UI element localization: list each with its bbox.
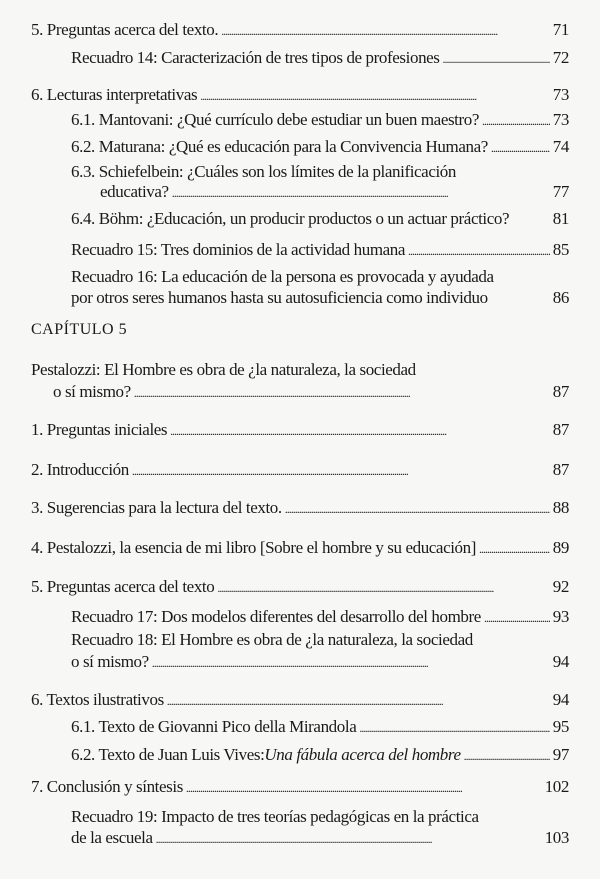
toc-entry <box>31 420 569 440</box>
dot-leader <box>172 182 550 202</box>
toc-entry <box>71 110 569 130</box>
entry-title: 4. Pestalozzi, la esencia de mi libro [Sobre el hombre y su educación] <box>31 538 477 557</box>
page-number: 89 <box>552 538 569 557</box>
entry-title: Recuadro 15: Tres dominios de la actividad humana <box>71 240 406 259</box>
entry-title: Recuadro 17: Dos modelos diferentes del desarrollo del hombre <box>71 607 481 626</box>
entry-title: 5. Preguntas acerca del texto <box>31 577 215 596</box>
dot-leader <box>491 137 550 157</box>
toc-entry-line2 <box>71 652 569 672</box>
dot-leader <box>479 538 550 558</box>
page-number: 85 <box>552 240 569 259</box>
toc-entry-line2 <box>53 382 569 402</box>
page-number: 77 <box>552 182 569 201</box>
entry-title: 6.4. Böhm: ¿Educación, un producir productos o un actuar práctico? <box>71 209 510 228</box>
entry-title: 1. Preguntas iniciales <box>31 420 168 439</box>
toc-entry <box>31 20 569 40</box>
toc-entry <box>31 538 569 558</box>
toc-entry-line1 <box>71 162 569 182</box>
dot-leader <box>359 717 549 737</box>
entry-title: 6.1. Texto de Giovanni Pico della Mirandola <box>71 717 357 736</box>
entry-title: 6. Textos ilustrativos <box>31 690 164 709</box>
entry-title-cont: por otros seres humanos hasta su autosuficiencia como individuo <box>71 288 488 307</box>
page-number: 87 <box>552 460 569 479</box>
entry-title-cont: educativa? <box>100 182 169 201</box>
toc-entry-line2 <box>71 828 569 848</box>
dot-leader <box>134 382 550 402</box>
toc-entry-line2 <box>71 288 569 308</box>
page-number: 87 <box>552 382 569 401</box>
dot-leader <box>156 828 542 848</box>
page-number: 94 <box>552 690 569 709</box>
entry-title: 5. Preguntas acerca del texto. <box>31 20 219 39</box>
dot-leader <box>408 240 550 260</box>
page-number: 73 <box>552 110 569 129</box>
entry-title: 2. Introducción <box>31 460 129 479</box>
dot-leader <box>186 777 542 797</box>
entry-title: 3. Sugerencias para la lectura del texto. <box>31 498 282 517</box>
entry-title: 6.2. Texto de Juan Luis Vives: <box>71 745 265 764</box>
toc-entry <box>71 48 569 68</box>
page-number: 87 <box>552 420 569 439</box>
dot-leader <box>152 652 550 672</box>
toc-entry <box>71 209 569 229</box>
entry-title: Recuadro 14: Caracterización de tres tipos de profesiones <box>71 48 440 67</box>
toc-entry <box>71 717 569 737</box>
toc-entry-line1 <box>71 807 569 827</box>
dot-leader <box>200 85 550 105</box>
entry-title-cont: de la escuela <box>71 828 153 847</box>
page-number: 97 <box>552 745 569 764</box>
page-number: 102 <box>544 777 569 796</box>
toc-entry <box>71 137 569 157</box>
page-number: 74 <box>552 137 569 156</box>
page-number: 92 <box>552 577 569 596</box>
dot-leader <box>167 690 550 710</box>
entry-title: 6.1. Mantovani: ¿Qué currículo debe estudiar un buen maestro? <box>71 110 480 129</box>
dot-leader <box>132 460 550 480</box>
toc-entry <box>31 690 569 710</box>
dot-leader <box>221 20 550 40</box>
toc-entry <box>31 85 569 105</box>
toc-entry <box>71 745 569 765</box>
dot-leader <box>170 420 550 440</box>
dot-leader <box>285 498 550 518</box>
dot-leader <box>484 607 550 627</box>
page-number: 72 <box>552 48 569 67</box>
toc-entry-line2 <box>100 182 569 202</box>
toc-entry-line1 <box>71 630 569 650</box>
dot-leader <box>482 110 550 130</box>
page-number: 71 <box>552 20 569 39</box>
entry-title-italic: Una fábula acerca del hombre <box>264 745 461 764</box>
entry-title: Recuadro 18: El Hombre es obra de ¿la naturaleza, la sociedad <box>71 630 473 649</box>
toc-entry <box>71 607 569 627</box>
toc-entry <box>31 498 569 518</box>
entry-title: Recuadro 19: Impacto de tres teorías pedagógicas en la práctica <box>71 807 479 826</box>
page-number: 73 <box>552 85 569 104</box>
toc-entry <box>31 577 569 597</box>
entry-title-cont: o sí mismo? <box>71 652 149 671</box>
entry-title: 6. Lecturas interpretativas <box>31 85 198 104</box>
entry-title: Pestalozzi: El Hombre es obra de ¿la naturaleza, la sociedad <box>31 360 416 379</box>
toc-entry-line1 <box>31 360 569 380</box>
entry-title: 6.3. Schiefelbein: ¿Cuáles son los límites de la planificación <box>71 162 456 181</box>
dot-leader <box>464 745 550 765</box>
page-number: 81 <box>552 209 569 228</box>
dot-leader <box>217 577 549 597</box>
entry-title-cont: o sí mismo? <box>53 382 131 401</box>
entry-title: 7. Conclusión y síntesis <box>31 777 183 796</box>
entry-title: Recuadro 16: La educación de la persona es provocada y ayudada <box>71 267 494 286</box>
page-number: 103 <box>544 828 569 847</box>
toc-entry <box>71 240 569 260</box>
dot-leader <box>443 48 550 68</box>
toc-entry-line1 <box>71 267 569 287</box>
page-number: 88 <box>552 498 569 517</box>
entry-title: 6.2. Maturana: ¿Qué es educación para la Convivencia Humana? <box>71 137 488 156</box>
page-number: 93 <box>552 607 569 626</box>
page-number: 95 <box>552 717 569 736</box>
page-number: 86 <box>552 288 569 307</box>
page-number: 94 <box>552 652 569 671</box>
toc-entry <box>31 777 569 797</box>
toc-entry <box>31 460 569 480</box>
chapter-heading: CAPÍTULO 5 <box>31 321 128 338</box>
